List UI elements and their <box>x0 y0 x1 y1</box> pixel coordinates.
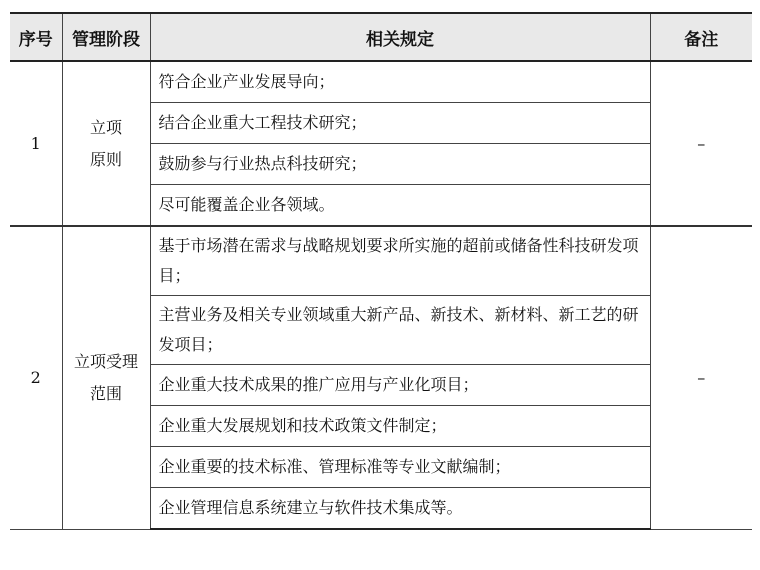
header-management-stage: 管理阶段 <box>62 13 150 61</box>
stage-cell <box>62 61 150 226</box>
stage-label-line: 原则 <box>89 149 122 169</box>
rule-cell: 企业重大技术成果的推广应用与产业化项目； <box>150 365 650 406</box>
header-related-rules: 相关规定 <box>150 13 650 61</box>
remark-cell: – <box>650 226 752 529</box>
rule-cell: 鼓励参与行业热点科技研究； <box>150 144 650 185</box>
rule-cell: 尽可能覆盖企业各领域。 <box>150 185 650 227</box>
table-row <box>10 226 752 296</box>
rule-cell: 符合企业产业发展导向； <box>150 61 650 103</box>
rule-cell: 主营业务及相关专业领域重大新产品、新技术、新材料、新工艺的研发项目； <box>150 296 650 365</box>
stage-cell <box>62 226 150 529</box>
serial-number-cell: 1 <box>10 61 62 226</box>
header-serial-number: 序号 <box>10 13 62 61</box>
stage-label-line: 立项受理 <box>73 351 138 371</box>
remark-cell: – <box>650 61 752 226</box>
rule-cell: 企业重大发展规划和技术政策文件制定； <box>150 406 650 447</box>
header-remarks: 备注 <box>650 13 752 61</box>
stage-label-line: 立项 <box>89 117 122 137</box>
regulation-table <box>10 12 752 530</box>
serial-number-cell: 2 <box>10 226 62 529</box>
rule-cell: 结合企业重大工程技术研究； <box>150 103 650 144</box>
rule-cell: 企业重要的技术标准、管理标准等专业文献编制； <box>150 447 650 488</box>
stage-label-line: 范围 <box>89 383 122 403</box>
table-row <box>10 61 752 103</box>
header-row <box>10 13 752 61</box>
rule-cell: 基于市场潜在需求与战略规划要求所实施的超前或储备性科技研发项目； <box>150 226 650 296</box>
rule-cell: 企业管理信息系统建立与软件技术集成等。 <box>150 488 650 530</box>
